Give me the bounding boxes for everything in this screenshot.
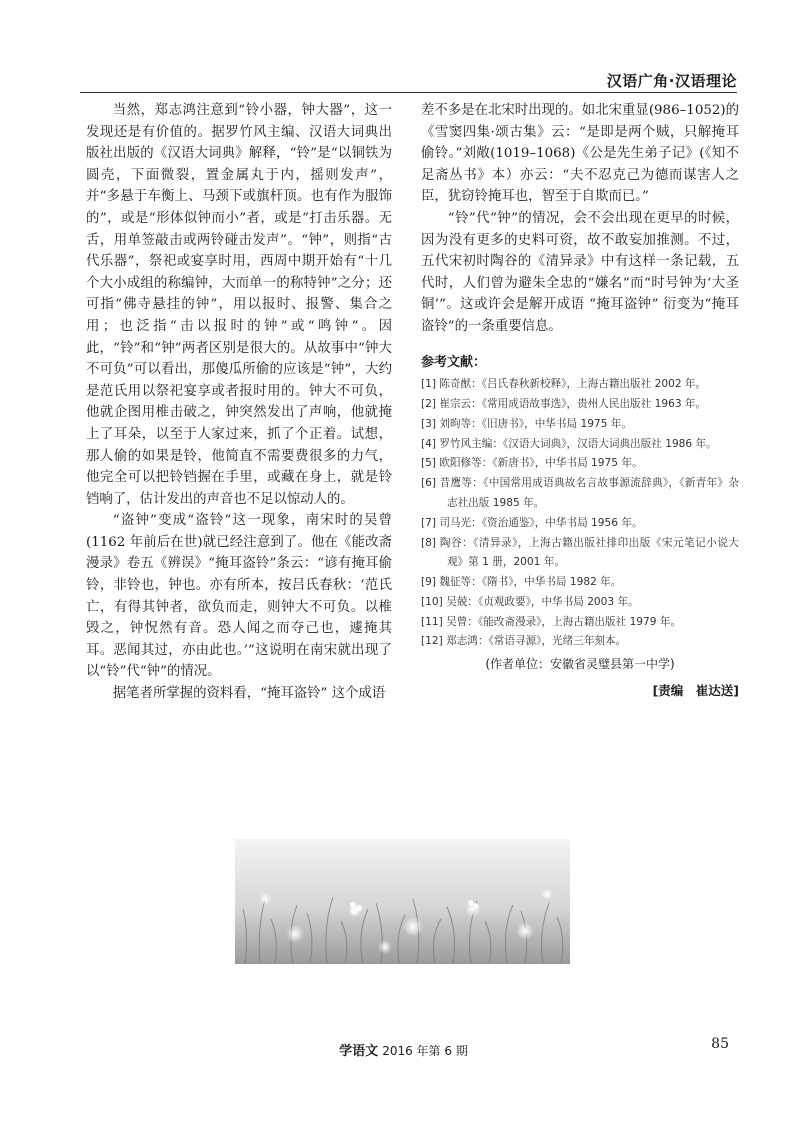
reference-item: [7] 司马光：《资治通鉴》，中华书局 1956 年。 [421, 516, 643, 529]
body-paragraph: 当然，郑志鸿注意到“铃小器，钟大器”，这一发现还是有价值的。据罗竹风主编、汉语大词典出版社出版的《汉语大词典》解释，“铃”是“以铜铁为圆壳，下面微裂，置金属丸于内，摇则发声”，并“多悬于车衡上、马颈下或旗杆顶。也有作为服饰的”，或是“形体似钟而小”者，或是“打击乐器。无舌，用单签敲击或两铃碰击发声”。“钟”，则指“古代乐器”，祭祀或宴享时用，西周中期开始有“十几个大小成组的称编钟，大而单一的称特钟”之分；还可指“佛寺悬挂的钟”，用以报时、报警、集合之用；也泛指“击以报时的钟”或“鸣钟”。因此，“铃”和“钟”两者区别是很大的。从故事中“钟大不可负”可以看出，那傻瓜所偷的应该是“钟”，大约是范氏用以祭祀宴享或者报时用的。钟大不可负，他就企图用椎击破之，钟突然发出了声响，他就掩上了耳朵，以至于人家过来，抓了个正着。试想，那人偷的如果是铃，他简直不需要费很多的力气，他完全可以把铃铛握在手里，或藏在身上，就是铃铛响了，估计发出的声音也不足以惊动人的。 [86, 103, 392, 507]
reference-item: [10] 吴兢：《贞观政要》，中华书局 2003 年。 [421, 595, 639, 608]
reference-item: [1] 陈奇猷：《吕氏春秋新校释》，上海古籍出版社 2002 年。 [421, 378, 707, 391]
reference-item: [9] 魏征等：《隋书》，中华书局 1982 年。 [421, 576, 622, 589]
body-paragraph: 据笔者所掌握的资料看，“掩耳盗铃” 这个成语 [112, 686, 386, 702]
journal-info [0, 1040, 807, 1059]
left-column [86, 100, 392, 705]
references-heading: 参考文献： [421, 354, 487, 370]
right-column [421, 100, 739, 701]
reference-item: [5] 欧阳修等：《新唐书》，中华书局 1975 年。 [421, 457, 643, 470]
reference-item: [2] 崔宗云：《常用成语故事选》，贵州人民出版社 1963 年。 [421, 397, 707, 410]
reference-item: [3] 刘昫等：《旧唐书》，中华书局 1975 年。 [421, 417, 632, 430]
header-rule [80, 92, 737, 93]
journal-issue: 2016 年第 6 期 [382, 1044, 468, 1058]
reference-item: [8] 陶谷：《清异录》，上海古籍出版社排印出版《宋元笔记小说大观》第 1 册，2001 年。 [421, 536, 739, 569]
reference-item: [12] 郑志鸿：《常语寻源》，光绪三年刻本。 [421, 635, 627, 648]
decorative-grass-image [235, 839, 570, 964]
body-paragraph: “盗钟”变成“盗铃”这一现象，南宋时的吴曾(1162 年前后在世)就已经注意到了。他在《能改斋漫录》卷五《辨误》“掩耳盗铃”条云：“谚有掩耳偷铃，非铃也，钟也。亦有所本，按吕氏春秋：‘范氏亡，有得其钟者，欲负而走，则钟大不可负。以椎毁之，钟怳然有音。恐人闻之而夺己也，遽掩其耳。恶闻其过，亦由此也。’”这说明在南宋就出现了以“铃”代“钟”的情况。 [86, 513, 392, 680]
editor-credit: [责编 崔达送] [652, 682, 739, 698]
section-title: 汉语广角·汉语理论 [606, 72, 737, 90]
running-header [0, 64, 807, 96]
journal-name: 学语文 [339, 1044, 379, 1059]
author-affiliation: (作者单位：安徽省灵璧县第一中学) [485, 657, 675, 672]
body-paragraph-continued: 差不多是在北宋时出现的。如北宋重显(986–1052)的《雪窦四集·颂古集》云：“是即是两个贼，只解掩耳偷铃。”刘敞(1019–1068)《公是先生弟子记》(《知不足斋丛书》本）亦云：“夫不忍克己为德而谋害人之臣，犹窃铃掩耳也，智至于自欺而已。” [421, 103, 739, 205]
reference-item: [6] 昔鹰等：《中国常用成语典故名言故事源流辞典》，《新青年》杂志社出版 1985 年。 [421, 477, 739, 509]
reference-list [421, 375, 739, 652]
page-number: 85 [711, 1036, 729, 1052]
reference-item: [4] 罗竹风主编：《汉语大词典》，汉语大词典出版社 1986 年。 [421, 437, 717, 450]
reference-item: [11] 吴曾：《能改斋漫录》，上海古籍出版社 1979 年。 [421, 615, 682, 628]
body-paragraph: “铃”代“钟”的情况，会不会出现在更早的时候，因为没有更多的史料可资，故不敢妄加推测。不过，五代宋初时陶谷的《清异录》中有这样一条记载，五代时，人们曾为避朱全忠的“嫌名”而“时号钟为‘大圣铜’”。这或许会是解开成语 “掩耳盗钟” 衍变为“掩耳盗铃”的一条重要信息。 [421, 210, 739, 334]
